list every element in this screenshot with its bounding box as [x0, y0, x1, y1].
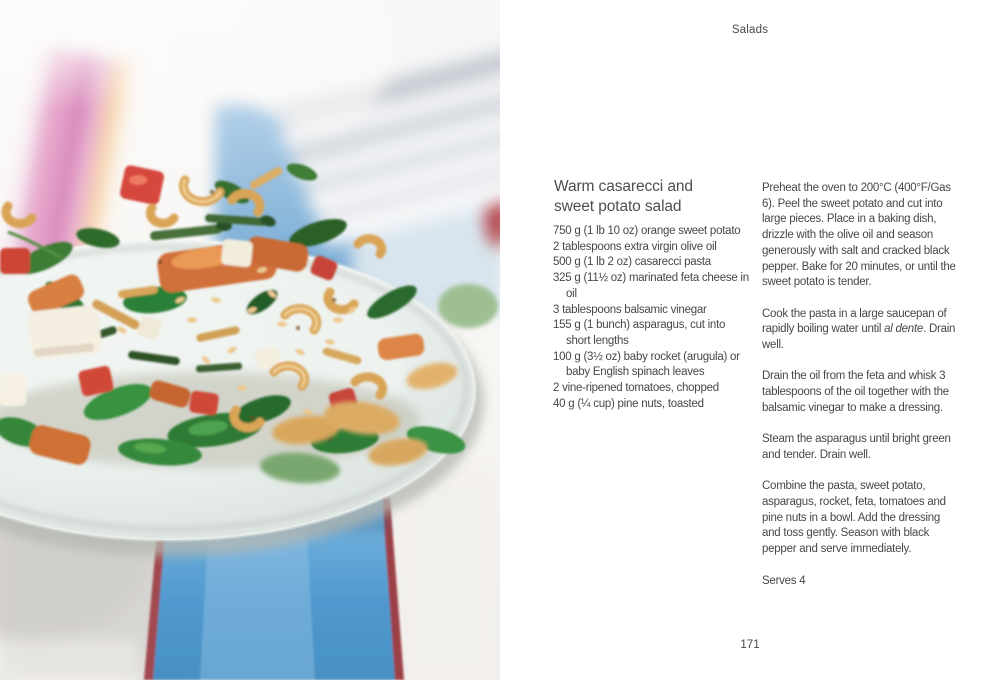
method-paragraph: Steam the asparagus until bright green and tender. Drain well.: [762, 433, 951, 461]
ingredient-item: 750 g (1 lb 10 oz) orange sweet potato: [553, 225, 741, 237]
ingredient-item: 3 tablespoons balsamic vinegar: [553, 303, 707, 316]
section-header: Salads: [731, 24, 769, 36]
ingredient-item: 2 vine-ripened tomatoes, chopped: [553, 382, 719, 395]
method-paragraph: Preheat the oven to 200°C (400°F/Gas 6). Peel the sweet potato and cut into large pieces. Place in a baking dish, drizzle with the olive oil and season generously with salt and cracked black pepper. Bake for 20 minutes, or until the sweet potato is tender.: [762, 182, 956, 289]
ingredient-item: 155 g (1 bunch) asparagus, cut into short lengths: [553, 319, 726, 347]
ingredient-item: 2 tablespoons extra virgin olive oil: [553, 240, 717, 253]
ingredient-item: 100 g (3½ oz) baby rocket (arugula) or baby English spinach leaves: [553, 350, 740, 379]
serves-note: Serves 4: [762, 574, 806, 587]
ingredient-item: 500 g (1 lb 2 oz) casarecci pasta: [553, 256, 711, 269]
recipe-title: [554, 177, 693, 216]
method-paragraph: Combine the pasta, sweet potato, asparagus, rocket, feta, tomatoes and pine nuts in a bowl. Add the dressing and toss gently. Season with black pepper and serve immediately.: [762, 480, 946, 556]
recipe-title-line1: Warm casarecci and: [554, 178, 693, 195]
ingredients-list: [553, 224, 749, 412]
ingredient-item: 325 g (11½ oz) marinated feta cheese in oil: [553, 272, 749, 300]
page-number: 171: [740, 639, 760, 651]
method-column: [762, 181, 958, 605]
method-paragraph: Drain the oil from the feta and whisk 3 tablespoons of the oil together with the balsamic vinegar to make a dressing.: [762, 370, 949, 414]
method-paragraph: Cook the pasta in a large saucepan of rapidly boiling water until al dente. Drain well.: [762, 307, 956, 352]
ingredient-item: 40 g (¼ cup) pine nuts, toasted: [553, 397, 704, 410]
recipe-page: [500, 0, 1000, 680]
recipe-title-line2: sweet potato salad: [554, 197, 682, 215]
